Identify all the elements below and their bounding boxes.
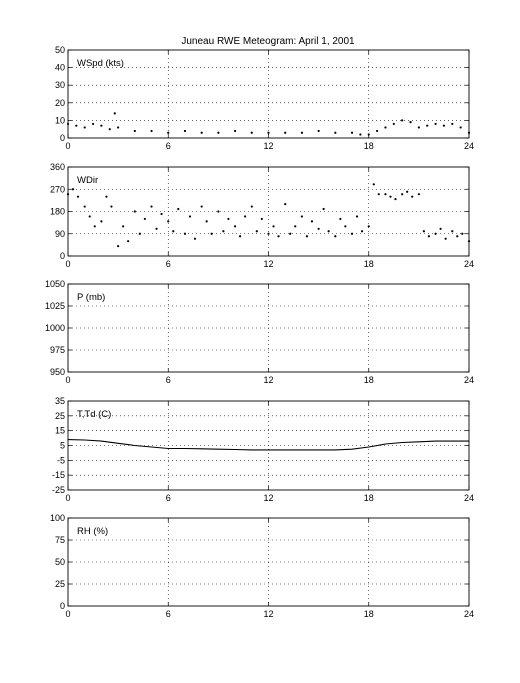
x-tick-label: 0 — [65, 375, 71, 385]
data-point — [72, 188, 74, 190]
y-tick-label: 25 — [54, 579, 65, 589]
y-tick-label: -5 — [56, 455, 65, 466]
data-point — [328, 230, 330, 232]
x-tick-label: 18 — [363, 375, 374, 385]
data-point — [134, 130, 136, 132]
data-point — [167, 132, 169, 134]
data-point — [194, 238, 196, 240]
data-point — [150, 130, 152, 132]
y-tick-label: 30 — [54, 80, 65, 91]
x-tick-label: 12 — [263, 375, 274, 385]
panel-5 — [50, 513, 474, 619]
y-tick-label: 950 — [49, 367, 65, 377]
data-point — [401, 119, 403, 121]
y-tick-label: 15 — [54, 425, 65, 436]
x-tick-label: 24 — [463, 141, 475, 151]
data-point — [411, 196, 413, 198]
data-point — [117, 126, 119, 128]
data-point — [428, 235, 430, 237]
data-point — [368, 133, 370, 135]
x-tick-label: 24 — [463, 259, 475, 269]
data-point — [272, 225, 274, 227]
panel-3 — [45, 279, 474, 385]
data-point — [339, 218, 341, 220]
x-tick-label: 6 — [165, 493, 171, 503]
data-point — [384, 193, 386, 195]
x-tick-label: 6 — [165, 259, 171, 269]
data-point — [445, 238, 447, 240]
data-point — [67, 193, 69, 195]
data-point — [356, 215, 358, 217]
data-point — [67, 123, 69, 125]
data-point — [394, 198, 396, 200]
x-tick-label: 12 — [263, 609, 274, 619]
data-point — [105, 196, 107, 198]
x-tick-label: 24 — [463, 375, 475, 385]
data-point — [77, 196, 79, 198]
x-tick-label: 12 — [263, 259, 274, 269]
x-tick-label: 12 — [263, 141, 274, 151]
data-point — [460, 126, 462, 128]
data-point — [426, 125, 428, 127]
panel-label: P (mb) — [77, 292, 106, 303]
data-point — [256, 230, 258, 232]
panel-label: T,Td (C) — [77, 409, 112, 420]
data-point — [244, 215, 246, 217]
x-tick-label: 0 — [65, 141, 71, 151]
data-point — [389, 196, 391, 198]
data-point — [306, 235, 308, 237]
data-point — [418, 193, 420, 195]
data-point — [100, 125, 102, 127]
data-point — [150, 205, 152, 207]
data-point — [368, 225, 370, 227]
y-tick-label: 35 — [54, 396, 65, 406]
data-point — [409, 121, 411, 123]
y-tick-label: 75 — [54, 535, 65, 545]
panel-label: WDir — [77, 175, 99, 186]
x-tick-label: 18 — [363, 609, 374, 619]
x-tick-label: 0 — [65, 259, 71, 269]
data-point — [468, 240, 470, 242]
data-point — [177, 208, 179, 210]
data-point — [418, 126, 420, 128]
data-point — [127, 240, 129, 242]
data-point — [184, 233, 186, 235]
data-point — [211, 233, 213, 235]
data-point — [201, 205, 203, 207]
data-point — [373, 183, 375, 185]
data-point — [155, 228, 157, 230]
data-point — [311, 220, 313, 222]
data-point — [351, 132, 353, 134]
data-point — [160, 213, 162, 215]
data-point — [301, 215, 303, 217]
y-tick-label: 50 — [54, 45, 65, 55]
data-point — [434, 233, 436, 235]
data-point — [201, 132, 203, 134]
y-tick-label: 0 — [59, 133, 65, 143]
panel-label: RH (%) — [77, 526, 109, 537]
y-tick-label: 100 — [49, 513, 65, 523]
data-point — [227, 218, 229, 220]
x-tick-label: 12 — [263, 493, 274, 503]
y-tick-label: 5 — [59, 440, 65, 451]
y-tick-label: 25 — [54, 410, 65, 421]
panel-1 — [55, 45, 474, 151]
data-point — [451, 230, 453, 232]
data-point — [94, 225, 96, 227]
data-point — [251, 205, 253, 207]
data-point — [318, 228, 320, 230]
y-tick-label: 10 — [54, 115, 65, 126]
x-tick-label: 6 — [165, 141, 171, 151]
data-point — [234, 225, 236, 227]
data-point — [323, 208, 325, 210]
data-point — [189, 215, 191, 217]
data-point — [406, 191, 408, 193]
data-point — [89, 215, 91, 217]
data-point — [334, 132, 336, 134]
data-point — [84, 205, 86, 207]
y-tick-label: 90 — [54, 228, 65, 239]
x-tick-label: 6 — [165, 609, 171, 619]
y-tick-label: 360 — [49, 162, 65, 172]
data-point — [122, 225, 124, 227]
data-point — [117, 245, 119, 247]
data-point — [109, 128, 111, 130]
data-point — [139, 233, 141, 235]
y-tick-label: 20 — [54, 97, 65, 108]
data-point — [393, 123, 395, 125]
data-point — [468, 132, 470, 134]
data-point — [443, 125, 445, 127]
data-point — [217, 132, 219, 134]
y-tick-label: -15 — [51, 470, 65, 481]
data-point — [100, 220, 102, 222]
y-tick-label: 1050 — [44, 279, 65, 289]
data-point — [167, 220, 169, 222]
data-point — [359, 133, 361, 135]
data-point — [451, 123, 453, 125]
y-tick-label: 50 — [54, 557, 65, 567]
panel-2 — [50, 162, 474, 269]
y-tick-label: 1000 — [44, 323, 65, 333]
data-point — [267, 233, 269, 235]
data-point — [114, 112, 116, 114]
x-tick-label: 18 — [363, 141, 374, 151]
panel-label: WSpd (kts) — [77, 58, 124, 69]
data-point — [456, 235, 458, 237]
data-point — [423, 230, 425, 232]
data-point — [284, 203, 286, 205]
data-point — [144, 218, 146, 220]
y-tick-label: -25 — [51, 485, 65, 495]
data-point — [84, 126, 86, 128]
data-point — [251, 132, 253, 134]
data-point — [334, 235, 336, 237]
y-tick-label: 0 — [59, 601, 65, 611]
y-tick-label: 0 — [59, 251, 65, 261]
data-point — [378, 193, 380, 195]
data-point — [267, 132, 269, 134]
y-tick-label: 975 — [49, 345, 65, 355]
x-tick-label: 18 — [363, 493, 374, 503]
data-point — [434, 123, 436, 125]
data-point — [134, 210, 136, 212]
data-point — [277, 235, 279, 237]
data-point — [217, 210, 219, 212]
data-point — [384, 126, 386, 128]
x-tick-label: 0 — [65, 609, 71, 619]
panel-4 — [52, 396, 474, 503]
x-tick-label: 24 — [463, 609, 475, 619]
x-tick-label: 6 — [165, 375, 171, 385]
data-point — [239, 235, 241, 237]
y-tick-label: 180 — [49, 206, 65, 217]
data-point — [376, 130, 378, 132]
data-point — [75, 125, 77, 127]
figure-title: Juneau RWE Meteogram: April 1, 2001 — [181, 36, 355, 47]
x-tick-label: 0 — [65, 493, 71, 503]
x-tick-label: 24 — [463, 493, 475, 503]
x-tick-label: 18 — [363, 259, 374, 269]
data-point — [318, 130, 320, 132]
data-point — [294, 225, 296, 227]
y-tick-label: 1025 — [44, 301, 65, 311]
data-point — [289, 233, 291, 235]
data-point — [110, 205, 112, 207]
data-point — [206, 220, 208, 222]
data-point — [261, 218, 263, 220]
data-point — [172, 230, 174, 232]
data-point — [284, 132, 286, 134]
data-point — [344, 225, 346, 227]
data-point — [234, 130, 236, 132]
data-point — [222, 230, 224, 232]
y-tick-label: 270 — [49, 184, 65, 195]
data-point — [439, 228, 441, 230]
data-point — [92, 123, 94, 125]
data-point — [461, 233, 463, 235]
data-point — [301, 132, 303, 134]
data-point — [184, 130, 186, 132]
data-point — [361, 230, 363, 232]
data-point — [401, 193, 403, 195]
y-tick-label: 40 — [54, 62, 65, 73]
data-point — [351, 233, 353, 235]
